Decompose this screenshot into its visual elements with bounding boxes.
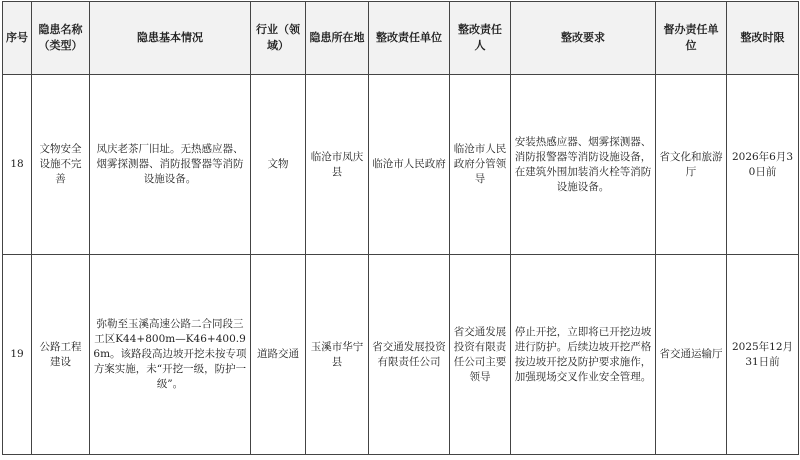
header-name: 隐患名称（类型）	[32, 2, 90, 75]
cell-index: 19	[3, 255, 32, 455]
header-deadline: 整改时限	[727, 2, 799, 75]
cell-situation: 凤庆老茶厂旧址。无热感应器、烟雾探测器、消防报警器等消防设施设备。	[90, 75, 251, 255]
cell-industry: 文物	[251, 75, 306, 255]
header-supervisor: 督办责任单位	[656, 2, 727, 75]
cell-location: 临沧市凤庆县	[306, 75, 369, 255]
header-industry: 行业（领域）	[251, 2, 306, 75]
cell-situation: 弥勒至玉溪高速公路二合同段三工区K44+800m—K46+400.96m。该路段高边坡开挖未按专项方案实施，未“开挖一级，防护一级”。	[90, 255, 251, 455]
cell-industry: 道路交通	[251, 255, 306, 455]
table-row	[3, 75, 799, 255]
cell-requirement: 停止开挖，立即将已开挖边坡进行防护。后续边坡开挖严格按边坡开挖及防护要求施作，加强现场交叉作业安全管理。	[511, 255, 656, 455]
cell-location: 玉溪市华宁县	[306, 255, 369, 455]
hazard-table	[2, 1, 799, 455]
header-index: 序号	[3, 2, 32, 75]
cell-supervisor: 省文化和旅游厅	[656, 75, 727, 255]
cell-deadline: 2026年6月30日前	[727, 75, 799, 255]
cell-supervisor: 省交通运输厅	[656, 255, 727, 455]
header-unit: 整改责任单位	[369, 2, 450, 75]
cell-person: 省交通发展投资有限责任公司主要领导	[450, 255, 511, 455]
cell-index: 18	[3, 75, 32, 255]
header-location: 隐患所在地	[306, 2, 369, 75]
table-row	[3, 255, 799, 455]
cell-name: 文物安全设施不完善	[32, 75, 90, 255]
header-person: 整改责任人	[450, 2, 511, 75]
cell-unit: 临沧市人民政府	[369, 75, 450, 255]
table-header-row	[3, 2, 799, 75]
cell-requirement: 安装热感应器、烟雾探测器、消防报警器等消防设施设备，在建筑外围加装消火栓等消防设施设备。	[511, 75, 656, 255]
cell-name: 公路工程建设	[32, 255, 90, 455]
header-requirement: 整改要求	[511, 2, 656, 75]
cell-unit: 省交通发展投资有限责任公司	[369, 255, 450, 455]
header-situation: 隐患基本情况	[90, 2, 251, 75]
cell-person: 临沧市人民政府分管领导	[450, 75, 511, 255]
cell-deadline: 2025年12月31日前	[727, 255, 799, 455]
